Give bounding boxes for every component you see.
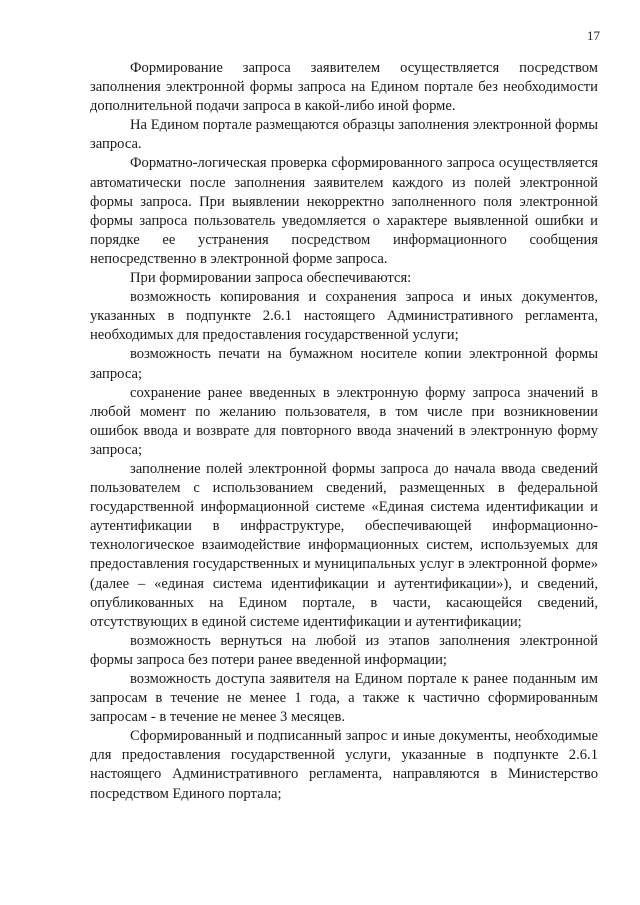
paragraph: На Едином портале размещаются образцы заполнения электронной формы запроса. [90, 117, 598, 153]
paragraph: возможность копирования и сохранения запроса и иных документов, указанных в подпункте 2.6.1 настоящего Административного регламента, необходимых для предоставления государственной услуги; [90, 289, 598, 344]
paragraph: Формирование запроса заявителем осуществляется посредством заполнения электронной формы запроса на Едином портале без необходимости дополнительной подачи запроса в какой-либо иной форме. [90, 60, 598, 115]
paragraph: заполнение полей электронной формы запроса до начала ввода сведений пользователем с использованием сведений, размещенных в федеральной государственной информационной системе «Единая система идентификации и аутентификации в инфраструктуре, обеспечивающей информационно-технологическое взаимодействие информационных систем, используемых для предоставления государственных и муниципальных услуг в электронной форме» (далее – «единая система идентификации и аутентификации»), и сведений, опубликованных на Едином портале, в части, касающейся сведений, отсутствующих в единой системе идентификации и аутентификации; [90, 460, 598, 630]
paragraph: возможность вернуться на любой из этапов заполнения электронной формы запроса без потери ранее введенной информации; [90, 632, 598, 668]
paragraph: Форматно-логическая проверка сформированного запроса осуществляется автоматически после заполнения заявителем каждого из полей электронной формы запроса. При выявлении некорректно заполненного поля электронной формы запроса пользователь уведомляется о характере выявленной ошибки и порядке ее устранения посредством информационного сообщения непосредственно в электронной форме запроса. [90, 155, 598, 267]
paragraph: возможность печати на бумажном носителе копии электронной формы запроса; [90, 346, 598, 382]
page-number: 17 [587, 28, 600, 43]
document-body [90, 59, 598, 804]
paragraph: возможность доступа заявителя на Едином портале к ранее поданным им запросам в течение не менее 1 года, а также к частично сформированным запросам - в течение не менее 3 месяцев. [90, 671, 598, 726]
paragraph: При формировании запроса обеспечиваются: [130, 270, 412, 287]
paragraph: Сформированный и подписанный запрос и иные документы, необходимые для предоставления государственной услуги, указанные в подпункте 2.6.1 настоящего Административного регламента, направляются в Министерство посредством Единого портала; [90, 728, 598, 802]
paragraph: сохранение ранее введенных в электронную форму запроса значений в любой момент по желанию пользователя, в том числе при возникновении ошибок ввода и возврате для повторного ввода значений в электронную форму запроса; [90, 384, 598, 458]
